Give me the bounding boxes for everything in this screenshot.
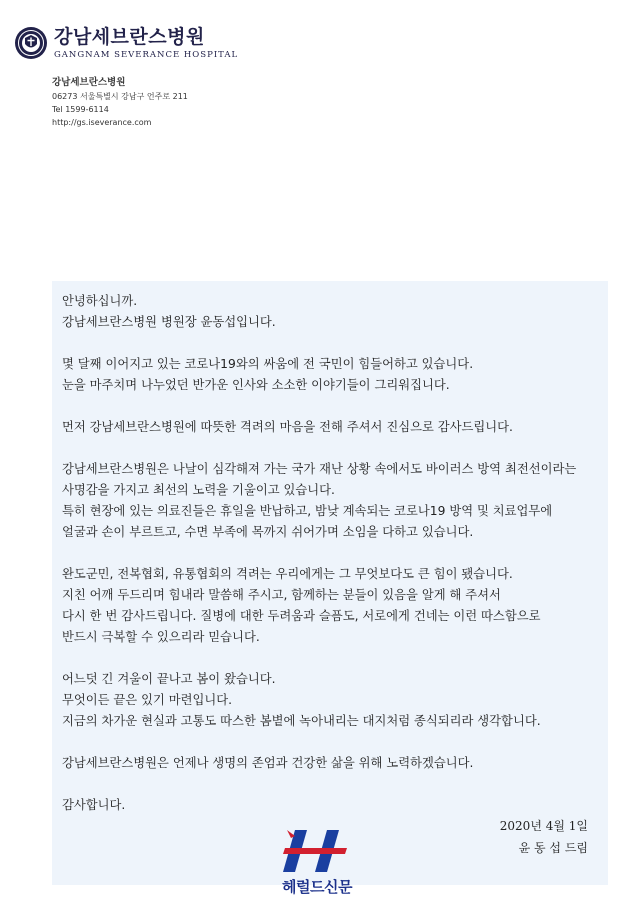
letter-line: 무엇이든 끝은 있기 마련입니다. xyxy=(62,693,233,707)
letter-paragraph xyxy=(62,795,608,816)
letter-line: 강남세브란스병원은 나날이 심각해져 가는 국가 재난 상황 속에서도 바이러스 방역 최전선이라는 xyxy=(62,462,577,476)
publisher-h-logo-icon xyxy=(281,826,353,876)
letter-line: 어느덧 긴 겨울이 끝나고 봄이 왔습니다. xyxy=(62,672,276,686)
hospital-emblem-icon xyxy=(14,26,48,60)
letter-paragraph xyxy=(62,669,608,732)
address-website: http://gs.iseverance.com xyxy=(52,118,152,127)
letter-paragraph xyxy=(62,564,608,648)
hospital-name-english: GANGNAM SEVERANCE HOSPITAL xyxy=(54,50,239,60)
address-street: 06273 서울특별시 강남구 언주로 211 xyxy=(52,92,188,101)
letter-line: 몇 달째 이어지고 있는 코로나19와의 싸움에 전 국민이 힘들어하고 있습니다. xyxy=(62,357,474,371)
letter-line: 강남세브란스병원 병원장 윤동섭입니다. xyxy=(62,315,276,329)
letter-body xyxy=(52,281,608,885)
letter-line: 특히 현장에 있는 의료진들은 휴일을 반납하고, 밤낮 계속되는 코로나19 방역 및 치료업무에 xyxy=(62,504,553,518)
letter-paragraph xyxy=(62,291,608,333)
letter-line: 사명감을 가지고 최선의 노력을 기울이고 있습니다. xyxy=(62,483,335,497)
hospital-address-block xyxy=(52,75,188,129)
letter-line: 다시 한 번 감사드립니다. 질병에 대한 두려움과 슬픔도, 서로에게 건네는 이런 따스함으로 xyxy=(62,609,541,623)
letter-line: 감사합니다. xyxy=(62,798,126,812)
letter-date: 2020년 4월 1일 xyxy=(499,819,588,833)
hospital-logo xyxy=(14,26,238,60)
letter-closing xyxy=(500,815,588,859)
letter-line: 안녕하십니까. xyxy=(62,294,138,308)
letter-signature: 윤 동 섭 드림 xyxy=(518,841,588,855)
letter-paragraph xyxy=(62,459,608,543)
letter-line: 지금의 차가운 현실과 고통도 따스한 봄볕에 녹아내리는 대지처럼 종식되리라 생각합니다. xyxy=(62,714,541,728)
letter-line: 완도군민, 전복협회, 유통협회의 격려는 우리에게는 그 무엇보다도 큰 힘이 됐습니다. xyxy=(62,567,513,581)
letter-line: 먼저 강남세브란스병원에 따뜻한 격려의 마음을 전해 주셔서 진심으로 감사드립니다. xyxy=(62,420,513,434)
address-tel: Tel 1599-6114 xyxy=(52,105,109,114)
letter-paragraph xyxy=(62,753,608,774)
letter-paragraph xyxy=(62,354,608,396)
publisher-name: 헤럴드신문 xyxy=(282,878,352,896)
letter-line: 눈을 마주치며 나누었던 반가운 인사와 소소한 이야기들이 그리워집니다. xyxy=(62,378,450,392)
letterhead xyxy=(14,26,238,60)
letter-paragraph xyxy=(62,417,608,438)
hospital-name-korean: 강남세브란스병원 xyxy=(54,26,205,48)
letter-line: 강남세브란스병원은 언제나 생명의 존엄과 건강한 삶을 위해 노력하겠습니다. xyxy=(62,756,474,770)
publisher-logo xyxy=(272,826,362,902)
address-org-name: 강남세브란스병원 xyxy=(52,77,126,88)
letter-line: 얼굴과 손이 부르트고, 수면 부족에 목까지 쉬어가며 소임을 다하고 있습니다. xyxy=(62,525,474,539)
letter-paragraphs xyxy=(62,291,608,816)
letter-line: 반드시 극복할 수 있으리라 믿습니다. xyxy=(62,630,260,644)
letter-line: 지친 어깨 두드리며 힘내라 말씀해 주시고, 함께하는 분들이 있음을 알게 해 주셔서 xyxy=(62,588,501,602)
